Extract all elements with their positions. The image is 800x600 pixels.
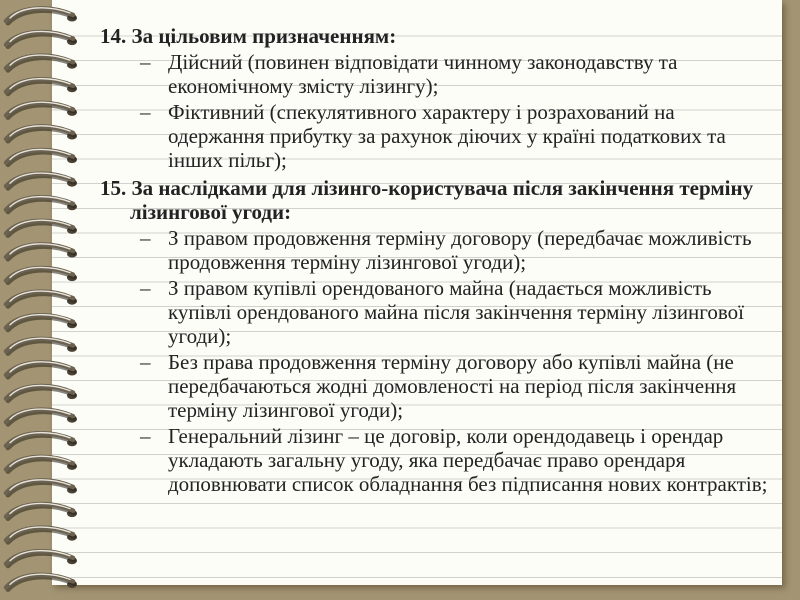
- spiral-ring: [6, 385, 77, 400]
- spiral-ring: [6, 173, 77, 188]
- spiral-ring: [6, 551, 77, 566]
- section-14-list: [100, 50, 770, 172]
- section-14-heading: 14. За цільовим призначенням:: [100, 24, 397, 48]
- spiral-ring: [6, 149, 77, 164]
- spiral-ring: [6, 480, 77, 495]
- spiral-ring: [6, 574, 77, 589]
- list-item: – З правом купівлі орендованого майна (надається можливість купівлі орендованого майна після закінчення терміну лізингової угоди);: [140, 276, 744, 348]
- spiral-ring: [6, 79, 77, 94]
- list-item: – Генеральний лізинг – це договір, коли орендодавець і орендар укладають загальну угоду, яка передбачає право орендаря доповнювати список обладнання без підписання нових контрактів;: [140, 424, 768, 496]
- list-item: – З правом продовження терміну договору (передбачає можливість продовження терміну лізингової угоди);: [140, 226, 752, 274]
- spiral-ring: [6, 291, 77, 306]
- spiral-ring: [6, 102, 77, 117]
- bullet-dash: –: [140, 276, 151, 300]
- bullet-dash: –: [140, 50, 151, 74]
- bullet-dash: –: [140, 424, 151, 448]
- spiral-ring: [6, 267, 77, 282]
- spiral-ring: [6, 197, 77, 212]
- slide-content: [100, 24, 770, 498]
- spiral-ring: [6, 527, 77, 542]
- section-15-heading: 15. За наслідками для лізинго-користувача після закінчення терміну лізингової угоди:: [100, 176, 754, 224]
- spiral-ring: [6, 220, 77, 235]
- bullet-dash: –: [140, 350, 151, 374]
- bullet-dash: –: [140, 226, 151, 250]
- list-item: – Дійсний (повинен відповідати чинному законодавству та економічному змісту лізингу);: [140, 50, 678, 98]
- spiral-ring: [6, 338, 77, 353]
- spiral-ring: [6, 126, 77, 141]
- list-item: – Фіктивний (спекулятивного характеру і розрахований на одержання прибутку за рахунок діючих у країні податкових та інших пільг);: [140, 100, 726, 172]
- spiral-ring: [6, 31, 77, 46]
- spiral-ring: [6, 244, 77, 259]
- spiral-ring: [6, 8, 77, 23]
- list-item: – Без права продовження терміну договору або купівлі майна (не передбачаються жодні домовленості на період після закінчення терміну лізингової угоди);: [140, 350, 737, 422]
- bullet-dash: –: [140, 100, 151, 124]
- spiral-binding: [0, 0, 100, 600]
- spiral-ring: [6, 409, 77, 424]
- spiral-ring: [6, 315, 77, 330]
- spiral-ring: [6, 362, 77, 377]
- spiral-ring: [6, 456, 77, 471]
- section-15-list: [100, 226, 770, 496]
- spiral-ring: [6, 503, 77, 518]
- spiral-ring: [6, 433, 77, 448]
- spiral-ring: [6, 55, 77, 70]
